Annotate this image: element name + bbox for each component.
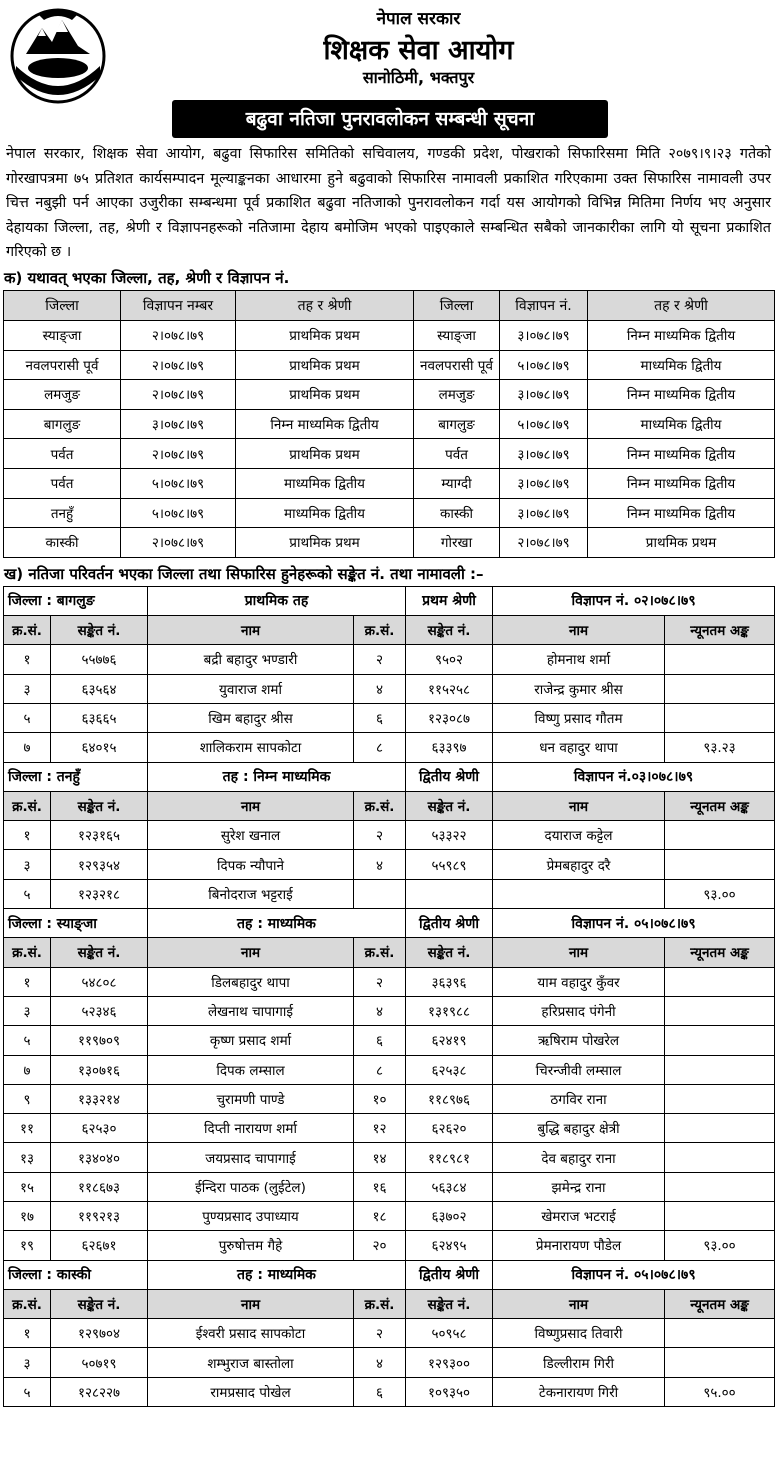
table-cell: बागलुङ [4, 409, 121, 439]
unchanged-results-table [3, 290, 775, 558]
group-grade: द्वितीय श्रेणी [406, 762, 493, 791]
table-cell: ३ [4, 1348, 51, 1377]
table-cell: २।०७८।७९ [500, 528, 588, 558]
table-cell: ११ [4, 1114, 51, 1143]
column-header: क्र.सं. [4, 616, 51, 645]
table-cell: रामप्रसाद पोखेल [148, 1377, 354, 1406]
table-cell [665, 967, 775, 996]
table-cell: हरिप्रसाद पंगेनी [493, 996, 665, 1025]
group-info-row [4, 1260, 775, 1289]
table-row [4, 967, 775, 996]
table-cell: ३।०७८।७९ [500, 321, 588, 351]
table-cell: माध्यमिक द्वितीय [236, 498, 414, 528]
column-header: नाम [493, 791, 665, 820]
table-row [4, 674, 775, 703]
table-cell: ५।०७८।७९ [500, 409, 588, 439]
table-cell: १०९३५० [406, 1377, 493, 1406]
table-cell: माध्यमिक द्वितीय [588, 409, 775, 439]
column-header: न्यूनतम अङ्क [665, 1289, 775, 1318]
table-cell: ९ [4, 1084, 51, 1113]
table-cell: पर्वत [4, 439, 121, 469]
table-cell: तनहुँ [4, 498, 121, 528]
table-cell: ६२५३८ [406, 1055, 493, 1084]
table-cell [665, 1114, 775, 1143]
table-cell: ११५२५८ [406, 674, 493, 703]
table-cell: दयाराज कट्टेल [493, 821, 665, 850]
table-cell: १ [4, 645, 51, 674]
table-cell: ११९२१३ [51, 1201, 148, 1230]
table-cell: १ [4, 967, 51, 996]
table-row [4, 1201, 775, 1230]
table-cell: ५ [4, 703, 51, 732]
table-cell [665, 1201, 775, 1230]
table-cell: १२ [354, 1114, 406, 1143]
column-header: न्यूनतम अङ्क [665, 616, 775, 645]
table-cell: स्याङ्जा [4, 321, 121, 351]
table-cell: युवाराज शर्मा [148, 674, 354, 703]
table-cell: ५५७७६ [51, 645, 148, 674]
table-cell: ९५.०० [665, 1377, 775, 1406]
table-row [4, 1231, 775, 1260]
table-cell: ७ [4, 1055, 51, 1084]
table-cell: शालिकराम सापकोटा [148, 733, 354, 762]
table-cell: २० [354, 1231, 406, 1260]
table-cell: ९३.०० [665, 1231, 775, 1260]
table-cell: प्राथमिक प्रथम [588, 528, 775, 558]
table-cell: ६ [354, 1026, 406, 1055]
table-cell: ५।०७८।७९ [121, 468, 236, 498]
table-row [4, 1114, 775, 1143]
column-header: तह र श्रेणी [236, 291, 414, 321]
table-row [4, 498, 775, 528]
table-cell [665, 821, 775, 850]
column-header: सङ्केत नं. [51, 616, 148, 645]
table-cell [665, 1319, 775, 1348]
table-row [4, 645, 775, 674]
column-header: नाम [148, 616, 354, 645]
table-cell: ६२४९५ [406, 1231, 493, 1260]
column-header: नाम [148, 938, 354, 967]
table-cell: ८ [354, 733, 406, 762]
column-header: सङ्केत नं. [51, 1289, 148, 1318]
table-cell [665, 1084, 775, 1113]
table-cell: बिनोदराज भट्टराई [148, 879, 354, 908]
table-cell: ११९७०९ [51, 1026, 148, 1055]
group-level: तह : निम्न माध्यमिक [148, 762, 406, 791]
table-cell [665, 1055, 775, 1084]
group-info-row [4, 586, 775, 615]
table-cell: १२३०८७ [406, 703, 493, 732]
group-level: प्राथमिक तह [148, 586, 406, 615]
table-row [4, 733, 775, 762]
group-level: तह : माध्यमिक [148, 1260, 406, 1289]
column-header: न्यूनतम अङ्क [665, 938, 775, 967]
table-cell: ६ [354, 703, 406, 732]
table-cell [665, 1026, 775, 1055]
table-cell: चिरन्जीवी लम्साल [493, 1055, 665, 1084]
table-cell [665, 850, 775, 879]
column-header: क्र.सं. [354, 938, 406, 967]
table-cell: प्रेमनारायण पौडेल [493, 1231, 665, 1260]
table-cell: २।०७८।७९ [121, 380, 236, 410]
table-cell: धन वहादुर थापा [493, 733, 665, 762]
table-cell: विष्णुप्रसाद तिवारी [493, 1319, 665, 1348]
table-cell: ३।०७८।७९ [500, 439, 588, 469]
table-row [4, 1143, 775, 1172]
table-cell: ईश्वरी प्रसाद सापकोटा [148, 1319, 354, 1348]
office-address: सानोठिमी, भक्तपुर [362, 68, 475, 87]
table-cell: ३६३९६ [406, 967, 493, 996]
table-row [4, 321, 775, 351]
column-header: सङ्केत नं. [406, 1289, 493, 1318]
table-cell: १२९३५४ [51, 850, 148, 879]
table-cell: ५४८०८ [51, 967, 148, 996]
table-cell: ५६३८४ [406, 1172, 493, 1201]
table-cell: ४ [354, 674, 406, 703]
column-header: नाम [148, 1289, 354, 1318]
group-advert: विज्ञापन नं. ०५।०७८।७९ [493, 909, 775, 938]
table-cell: २ [354, 821, 406, 850]
table-cell: डिल्लीराम गिरी [493, 1348, 665, 1377]
table-cell: १३१९८८ [406, 996, 493, 1025]
column-header: जिल्ला [4, 291, 121, 321]
table-cell: लमजुङ [4, 380, 121, 410]
table-cell: ४ [354, 850, 406, 879]
table-cell: कास्की [4, 528, 121, 558]
table-cell: ५५९८९ [406, 850, 493, 879]
table-row [4, 850, 775, 879]
table-cell [406, 879, 493, 908]
table-row [4, 350, 775, 380]
table-cell: माध्यमिक द्वितीय [236, 468, 414, 498]
table-cell: ६२६२० [406, 1114, 493, 1143]
table-cell: ९५०२ [406, 645, 493, 674]
table-cell: १३४०४० [51, 1143, 148, 1172]
table-cell: ५०७१९ [51, 1348, 148, 1377]
table-row [4, 380, 775, 410]
table-cell: ५३३२२ [406, 821, 493, 850]
table-cell: ३।०७८।७९ [121, 409, 236, 439]
table-cell: निम्न माध्यमिक द्वितीय [588, 439, 775, 469]
table-cell: होमनाथ शर्मा [493, 645, 665, 674]
table-cell: ५ [4, 879, 51, 908]
table-cell: ११८६७३ [51, 1172, 148, 1201]
table-cell: २।०७८।७९ [121, 439, 236, 469]
table-cell: बद्री बहादुर भण्डारी [148, 645, 354, 674]
notice-title: बढुवा नतिजा पुनरावलोकन सम्बन्धी सूचना [172, 100, 608, 138]
commission-name: शिक्षक सेवा आयोग [323, 35, 514, 66]
table-row [4, 528, 775, 558]
table-cell: निम्न माध्यमिक द्वितीय [588, 321, 775, 351]
table-cell: ईन्दिरा पाठक (लुईटेल) [148, 1172, 354, 1201]
table-cell: टेकनारायण गिरी [493, 1377, 665, 1406]
table-cell: ६३५६४ [51, 674, 148, 703]
table-cell: १ [4, 1319, 51, 1348]
column-header: विज्ञापन नं. [500, 291, 588, 321]
table-cell: दिपक न्यौपाने [148, 850, 354, 879]
table-row [4, 439, 775, 469]
group-header-row [4, 791, 775, 820]
table-cell: कृष्ण प्रसाद शर्मा [148, 1026, 354, 1055]
group-district: जिल्ला : स्याङ्जा [4, 909, 148, 938]
table-cell: माध्यमिक द्वितीय [588, 350, 775, 380]
table-cell: पुण्यप्रसाद उपाध्याय [148, 1201, 354, 1230]
table-cell: ६३६६५ [51, 703, 148, 732]
table-cell: १९ [4, 1231, 51, 1260]
table-cell [665, 1172, 775, 1201]
group-advert: विज्ञापन नं. ०५।०७८।७९ [493, 1260, 775, 1289]
group-district: जिल्ला : कास्की [4, 1260, 148, 1289]
group-header-row [4, 938, 775, 967]
table-cell: १३३२१४ [51, 1084, 148, 1113]
table-cell: नवलपरासी पूर्व [414, 350, 500, 380]
table-cell: ठगविर राना [493, 1084, 665, 1113]
table-cell: २।०७८।७९ [121, 528, 236, 558]
table-cell: १२९३०० [406, 1348, 493, 1377]
table-cell: १२३१६५ [51, 821, 148, 850]
group-district: जिल्ला : बागलुङ [4, 586, 148, 615]
column-header: क्र.सं. [354, 1289, 406, 1318]
table-cell: ५।०७८।७९ [121, 498, 236, 528]
table-cell: प्रेमबहादुर दरै [493, 850, 665, 879]
table-cell: ६२४१९ [406, 1026, 493, 1055]
table-cell: १६ [354, 1172, 406, 1201]
table-row [4, 1172, 775, 1201]
table-cell: ३ [4, 996, 51, 1025]
table-cell: ३।०७८।७९ [500, 380, 588, 410]
table-cell: निम्न माध्यमिक द्वितीय [588, 468, 775, 498]
table-cell: ५२३४६ [51, 996, 148, 1025]
table-cell: जयप्रसाद चापागाई [148, 1143, 354, 1172]
table-cell: १४ [354, 1143, 406, 1172]
table-cell: पर्वत [4, 468, 121, 498]
table-cell: गोरखा [414, 528, 500, 558]
column-header: नाम [493, 938, 665, 967]
table-row [4, 1084, 775, 1113]
table-cell: खिम बहादुर श्रीस [148, 703, 354, 732]
table-cell: २।०७८।७९ [121, 350, 236, 380]
table-cell: ८ [354, 1055, 406, 1084]
table-cell: ३।०७८।७९ [500, 468, 588, 498]
table-cell [665, 1143, 775, 1172]
table-cell: सुरेश खनाल [148, 821, 354, 850]
table-cell: प्राथमिक प्रथम [236, 321, 414, 351]
table-row [4, 879, 775, 908]
table-cell [665, 703, 775, 732]
table-cell: १२९७०४ [51, 1319, 148, 1348]
intro-paragraph: नेपाल सरकार, शिक्षक सेवा आयोग, बढुवा सिफारिस समितिको सचिवालय, गण्डकी प्रदेश, पोखराको सिफारिसमा मिति २०७९।९।२३ गतेको गोरखापत्रमा ७५ प्रतिशत कार्यसम्पादन मूल्याङ्कनका आधारमा हुने बढुवाको सिफारिस नामावली प्रकाशित गरिएकामा उक्त सिफारिस नामावली उपर चित्त नबुझी पर्न आएका उजुरीका सम्बन्धमा पूर्व प्रकाशित बढुवा नतिजाको पुनरावलोकन गर्दा यस आयोगको विभिन्न मितिमा निर्णय भए अनुसार देहायका जिल्ला, तह, श्रेणी र विज्ञापनहरूको नतिजामा देहाय बमोजिम भएको पाइएकाले सम्बन्धित सबैको जानकारीका लागि यो सूचना प्रकाशित गरिएको छ । [6, 146, 771, 260]
table-cell: बागलुङ [414, 409, 500, 439]
table-row [4, 1319, 775, 1348]
group-grade: द्वितीय श्रेणी [406, 1260, 493, 1289]
table-row [4, 996, 775, 1025]
table-row [4, 1026, 775, 1055]
table-row [4, 703, 775, 732]
table-cell: लमजुङ [414, 380, 500, 410]
group-info-row [4, 762, 775, 791]
table-header-row [4, 291, 775, 321]
table-cell [354, 879, 406, 908]
table-cell: ३।०७८।७९ [500, 498, 588, 528]
table-cell: १३ [4, 1143, 51, 1172]
table-cell: २ [354, 1319, 406, 1348]
table-cell: ६३७०२ [406, 1201, 493, 1230]
group-advert: विज्ञापन नं.०३।०७८।७९ [493, 762, 775, 791]
table-cell: ५०९५८ [406, 1319, 493, 1348]
group-grade: द्वितीय श्रेणी [406, 909, 493, 938]
table-cell: बुद्धि बहादुर क्षेत्री [493, 1114, 665, 1143]
table-cell: ३ [4, 850, 51, 879]
table-cell: ऋषिराम पोखरेल [493, 1026, 665, 1055]
table-cell [665, 645, 775, 674]
column-header: क्र.सं. [354, 616, 406, 645]
table-row [4, 821, 775, 850]
table-cell: प्राथमिक प्रथम [236, 439, 414, 469]
column-header: नाम [493, 1289, 665, 1318]
table-cell: लेखनाथ चापागाई [148, 996, 354, 1025]
table-cell: १२८२२७ [51, 1377, 148, 1406]
section-a-title: क) यथावत् भएका जिल्ला, तह, श्रेणी र विज्ञापन नं. [4, 269, 290, 287]
table-cell: १३०७१६ [51, 1055, 148, 1084]
table-cell: १७ [4, 1201, 51, 1230]
table-cell: ७ [4, 733, 51, 762]
table-cell: झमेन्द्र राना [493, 1172, 665, 1201]
column-header: न्यूनतम अङ्क [665, 791, 775, 820]
changed-results-table [3, 586, 775, 1407]
table-cell: २ [354, 645, 406, 674]
table-cell: २ [354, 967, 406, 996]
table-cell: निम्न माध्यमिक द्वितीय [236, 409, 414, 439]
table-cell: ९३.०० [665, 879, 775, 908]
table-cell: दिप्ती नारायण शर्मा [148, 1114, 354, 1143]
table-cell: ५ [4, 1377, 51, 1406]
table-cell: ६३३९७ [406, 733, 493, 762]
table-cell: प्राथमिक प्रथम [236, 380, 414, 410]
table-row [4, 409, 775, 439]
table-cell: विष्णु प्रसाद गौतम [493, 703, 665, 732]
table-cell: प्राथमिक प्रथम [236, 528, 414, 558]
table-cell: १ [4, 821, 51, 850]
table-cell: ११८९७६ [406, 1084, 493, 1113]
table-row [4, 1377, 775, 1406]
column-header: सङ्केत नं. [406, 938, 493, 967]
table-cell: १५ [4, 1172, 51, 1201]
government-name: नेपाल सरकार [376, 9, 461, 29]
table-cell: ४ [354, 1348, 406, 1377]
group-grade: प्रथम श्रेणी [406, 586, 493, 615]
table-cell: ५ [4, 1026, 51, 1055]
table-cell [493, 879, 665, 908]
table-cell [665, 674, 775, 703]
table-cell: म्याग्दी [414, 468, 500, 498]
group-header-row [4, 616, 775, 645]
group-header-row [4, 1289, 775, 1318]
column-header: सङ्केत नं. [51, 791, 148, 820]
table-cell: देव बहादुर राना [493, 1143, 665, 1172]
table-row [4, 1348, 775, 1377]
table-cell: निम्न माध्यमिक द्वितीय [588, 380, 775, 410]
section-b-title: ख) नतिजा परिवर्तन भएका जिल्ला तथा सिफारिस हुनेहरूको सङ्केत नं. तथा नामावली :– [4, 564, 484, 583]
table-cell: दिपक लम्साल [148, 1055, 354, 1084]
table-cell: ११८९८१ [406, 1143, 493, 1172]
group-level: तह : माध्यमिक [148, 909, 406, 938]
table-row [4, 468, 775, 498]
table-row [4, 1055, 775, 1084]
table-cell: १८ [354, 1201, 406, 1230]
table-cell: खेमराज भटराई [493, 1201, 665, 1230]
table-cell: स्याङ्जा [414, 321, 500, 351]
table-cell: ६ [354, 1377, 406, 1406]
table-cell: निम्न माध्यमिक द्वितीय [588, 498, 775, 528]
table-cell: ६४०१५ [51, 733, 148, 762]
column-header: सङ्केत नं. [406, 616, 493, 645]
table-cell: चुरामणी पाण्डे [148, 1084, 354, 1113]
header [0, 0, 777, 142]
table-cell: डिलबहादुर थापा [148, 967, 354, 996]
table-cell: पुरुषोत्तम गैहे [148, 1231, 354, 1260]
table-cell: २।०७८।७९ [121, 321, 236, 351]
column-header: सङ्केत नं. [51, 938, 148, 967]
table-cell: शम्भुराज बास्तोला [148, 1348, 354, 1377]
table-cell: १२३२१८ [51, 879, 148, 908]
table-cell [665, 996, 775, 1025]
table-cell: राजेन्द्र कुमार श्रीस [493, 674, 665, 703]
column-header: नाम [148, 791, 354, 820]
column-header: तह र श्रेणी [588, 291, 775, 321]
table-cell: ५।०७८।७९ [500, 350, 588, 380]
table-cell: कास्की [414, 498, 500, 528]
table-cell [665, 1348, 775, 1377]
table-cell: पर्वत [414, 439, 500, 469]
table-cell: ६२६७१ [51, 1231, 148, 1260]
column-header: क्र.सं. [354, 791, 406, 820]
table-cell: प्राथमिक प्रथम [236, 350, 414, 380]
table-cell: ९३.२३ [665, 733, 775, 762]
column-header: जिल्ला [414, 291, 500, 321]
table-cell: १० [354, 1084, 406, 1113]
column-header: सङ्केत नं. [406, 791, 493, 820]
column-header: क्र.सं. [4, 1289, 51, 1318]
group-advert: विज्ञापन नं. ०२।०७८।७९ [493, 586, 775, 615]
column-header: नाम [493, 616, 665, 645]
column-header: क्र.सं. [4, 791, 51, 820]
table-cell: नवलपरासी पूर्व [4, 350, 121, 380]
column-header: विज्ञापन नम्बर [121, 291, 236, 321]
group-district: जिल्ला : तनहुँ [4, 762, 148, 791]
table-cell: याम वहादुर कुँवर [493, 967, 665, 996]
group-info-row [4, 909, 775, 938]
table-cell: ३ [4, 674, 51, 703]
table-cell: ६२५३० [51, 1114, 148, 1143]
table-cell: ४ [354, 996, 406, 1025]
column-header: क्र.सं. [4, 938, 51, 967]
